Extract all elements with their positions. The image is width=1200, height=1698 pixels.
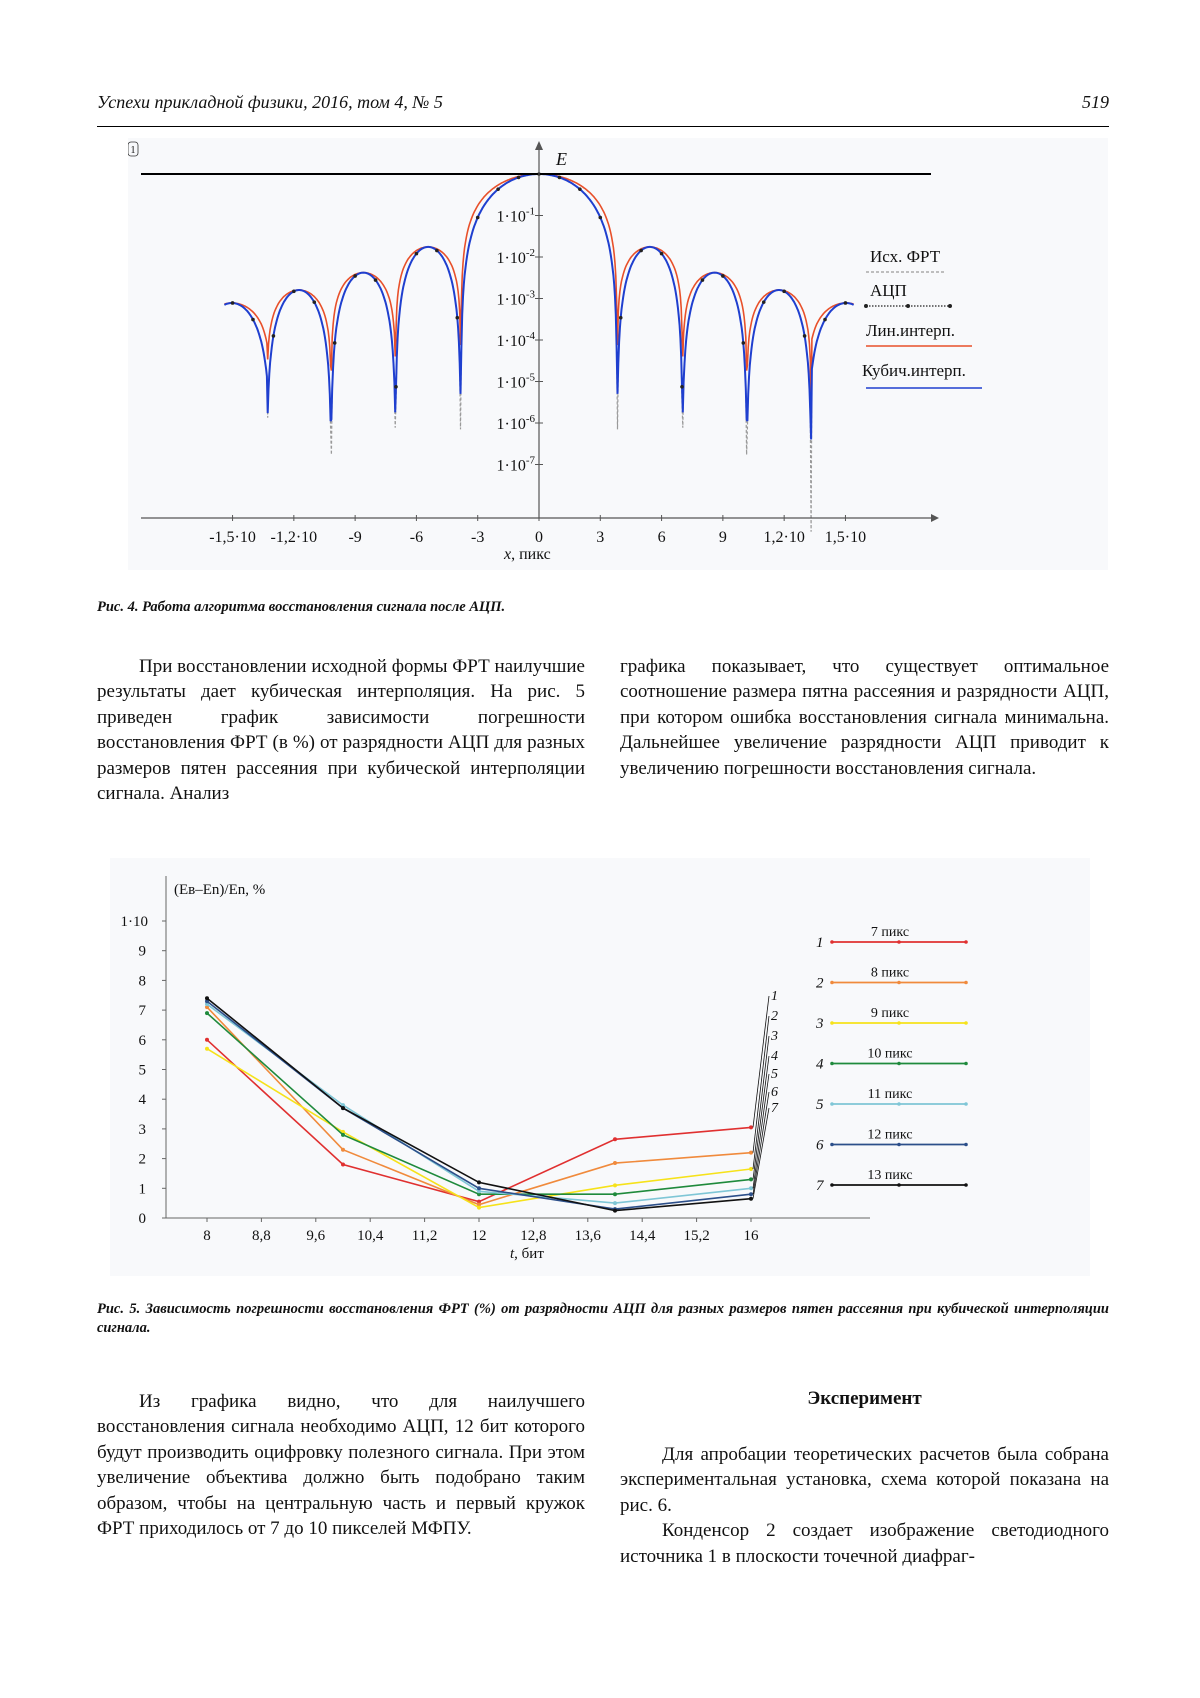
fig4-x-tick-label: -9 bbox=[348, 529, 362, 546]
fig5-legend-label: 8 пикс bbox=[870, 965, 910, 981]
fig5-legend-marker bbox=[964, 1143, 968, 1147]
paragraph-3-right: Для апробации теоретических расчетов была собрана экспериментальная установка, схема которой показана на рис. 6. Конденсор 2 создает изображение светодиодного источника 1 в плоскости точечной диафраг- bbox=[620, 1444, 1109, 1567]
fig4-adc-point bbox=[517, 176, 521, 180]
fig4-adc-point bbox=[639, 249, 643, 253]
figure-4-psf-chart bbox=[128, 138, 1108, 570]
fig4-adc-point bbox=[435, 249, 439, 253]
fig4-y-tick-label: $1\cdot 10^{-6}$ bbox=[496, 413, 535, 433]
fig5-y-tick-label: 9 bbox=[138, 943, 146, 960]
fig5-legend-marker bbox=[897, 1021, 901, 1025]
fig5-x-tick-label: 12 bbox=[471, 1228, 487, 1244]
fig5-y-tick-label: 5 bbox=[138, 1062, 146, 1079]
section-title-experiment: Эксперимент bbox=[807, 1388, 922, 1409]
fig5-curve-number: 2 bbox=[771, 1009, 778, 1024]
fig5-y-tick-label: 2 bbox=[138, 1151, 146, 1168]
figure-5-error-chart bbox=[110, 858, 1090, 1276]
fig5-legend-marker bbox=[897, 1062, 901, 1066]
legend-label-adc: АЦП bbox=[870, 281, 907, 300]
fig4-adc-point bbox=[578, 187, 582, 191]
fig5-x-label: t, бит bbox=[510, 1246, 544, 1262]
legend-label-cubic: Кубич.интерп. bbox=[862, 361, 966, 380]
fig5-legend-marker bbox=[897, 981, 901, 985]
fig4-x-tick-label: 6 bbox=[657, 529, 666, 546]
fig4-adc-point bbox=[742, 341, 746, 345]
fig5-y-tick-label: 1 bbox=[138, 1181, 146, 1198]
fig4-adc-point bbox=[251, 318, 255, 322]
fig5-data-point bbox=[613, 1137, 617, 1141]
fig5-legend-marker bbox=[964, 1102, 968, 1106]
fig5-legend-marker bbox=[830, 1062, 834, 1066]
fig4-adc-point bbox=[680, 385, 684, 389]
fig4-adc-point bbox=[292, 290, 296, 294]
fig5-legend-marker bbox=[830, 1021, 834, 1025]
fig4-adc-point bbox=[312, 300, 316, 304]
fig5-data-point bbox=[341, 1148, 345, 1152]
fig5-legend-marker bbox=[830, 1183, 834, 1187]
fig5-data-point bbox=[205, 1011, 209, 1015]
fig5-data-point bbox=[205, 1047, 209, 1051]
fig5-background bbox=[110, 858, 1090, 1276]
paragraph-2-left: Из графика видно, что для наилучшего восстановления сигнала необходимо АЦП, 12 бит которого будут производить оцифровку полезного сигнала. При этом увеличение объектива должно быть подобрано таким образом, чтобы на центральную часть и первый кружок ФРТ приходилось от 7 до 10 пикселей МФПУ. bbox=[97, 1391, 585, 1540]
page-number: 519 bbox=[1082, 92, 1109, 112]
fig5-legend-marker bbox=[897, 1102, 901, 1106]
fig4-adc-point bbox=[496, 187, 500, 191]
fig4-adc-point bbox=[721, 274, 725, 278]
legend-marker-adc-3 bbox=[948, 304, 952, 308]
legend-marker-adc-2 bbox=[906, 304, 910, 308]
fig4-y-tick-label: $1\cdot 10^{-5}$ bbox=[496, 371, 535, 392]
fig5-data-point bbox=[613, 1183, 617, 1187]
fig5-x-tick-label: 11,2 bbox=[411, 1228, 438, 1244]
fig5-y-tick-label: 8 bbox=[138, 973, 146, 990]
fig4-corner-mark: 1 bbox=[130, 145, 136, 156]
fig4-adc-point bbox=[660, 252, 664, 256]
fig4-adc-point bbox=[558, 176, 562, 180]
fig5-legend-marker bbox=[964, 1062, 968, 1066]
legend-marker-adc-1 bbox=[864, 304, 868, 308]
fig5-data-point bbox=[477, 1186, 481, 1190]
fig4-x-tick-label: -1,5·10 bbox=[209, 529, 256, 546]
fig5-legend-marker bbox=[830, 981, 834, 985]
fig5-legend-marker bbox=[897, 1143, 901, 1147]
fig5-x-tick-label: 14,4 bbox=[629, 1228, 656, 1244]
fig5-data-point bbox=[749, 1125, 753, 1129]
fig4-adc-point bbox=[598, 216, 602, 220]
fig4-adc-point bbox=[272, 334, 276, 338]
fig5-legend-label: 7 пикс bbox=[870, 925, 910, 940]
fig5-legend-number: 4 bbox=[816, 1056, 824, 1073]
fig4-x-tick-label: -3 bbox=[471, 529, 485, 546]
fig4-x-tick-label: 1,5·10 bbox=[824, 529, 867, 546]
fig4-adc-point bbox=[803, 334, 807, 338]
fig4-x-label: x, пикс bbox=[504, 546, 551, 563]
running-header bbox=[97, 92, 1109, 127]
fig5-legend-marker bbox=[964, 1183, 968, 1187]
fig5-y-tick-label: 4 bbox=[138, 1092, 146, 1109]
fig5-data-point bbox=[341, 1163, 345, 1167]
fig4-x-tick-label: 9 bbox=[718, 529, 727, 546]
fig4-adc-point bbox=[374, 278, 378, 282]
fig5-legend-number: 3 bbox=[816, 1016, 824, 1032]
fig5-legend-marker bbox=[964, 981, 968, 985]
fig5-data-point bbox=[477, 1206, 481, 1210]
fig5-legend-number: 6 bbox=[816, 1137, 824, 1154]
fig4-x-tick-label: 1,2·10 bbox=[763, 529, 805, 546]
fig5-legend-marker bbox=[830, 1102, 834, 1106]
fig5-x-tick-label: 13,6 bbox=[574, 1228, 601, 1244]
fig5-x-tick-label: 9,6 bbox=[306, 1228, 326, 1244]
fig5-y-tick-label: 7 bbox=[138, 1003, 146, 1020]
fig5-data-point bbox=[613, 1192, 617, 1196]
journal-title: Успехи прикладной физики, 2016, том 4, № 5 bbox=[97, 92, 443, 112]
fig5-x-tick-label: 8 bbox=[203, 1228, 211, 1244]
fig5-data-point bbox=[749, 1197, 753, 1201]
fig5-legend-number: 1 bbox=[816, 935, 824, 951]
fig5-curve-number: 7 bbox=[771, 1101, 778, 1116]
fig5-x-tick-label: 15,2 bbox=[683, 1228, 710, 1244]
fig5-data-point bbox=[341, 1133, 345, 1137]
fig4-y-tick-label: $1\cdot 10^{-3}$ bbox=[496, 288, 535, 309]
fig5-x-tick-label: 8,8 bbox=[252, 1228, 271, 1244]
fig4-adc-point bbox=[415, 252, 419, 256]
fig5-legend-number: 2 bbox=[816, 975, 824, 992]
fig5-data-point bbox=[749, 1192, 753, 1196]
fig5-legend-label: 10 пикс bbox=[867, 1046, 913, 1062]
fig5-legend-label: 9 пикс bbox=[870, 1006, 910, 1021]
fig5-data-point bbox=[749, 1186, 753, 1190]
paragraph-1-right: графика показывает, что существует оптимальное соотношение размера пятна рассеяния и разрядности АЦП, при котором ошибка восстановления сигнала минимальна. Дальнейшее увеличение разрядности АЦП приводит к увеличению погрешности восстановления сигнала. bbox=[620, 656, 1109, 779]
fig4-adc-point bbox=[455, 316, 459, 320]
fig5-curve-number: 3 bbox=[771, 1029, 778, 1044]
fig5-data-point bbox=[749, 1177, 753, 1181]
fig4-adc-point bbox=[762, 300, 766, 304]
fig4-adc-point bbox=[231, 301, 235, 305]
fig4-y-label: E bbox=[556, 149, 567, 169]
fig5-curve-number: 5 bbox=[771, 1067, 778, 1082]
fig4-x-tick-label: -6 bbox=[409, 529, 424, 546]
fig4-x-tick-label: 0 bbox=[535, 529, 543, 546]
fig5-data-point bbox=[749, 1167, 753, 1171]
fig5-legend-number: 5 bbox=[816, 1097, 824, 1113]
fig5-y-tick-label: 6 bbox=[138, 1032, 146, 1049]
fig5-x-tick-label: 12,8 bbox=[520, 1228, 547, 1244]
fig5-legend-marker bbox=[830, 940, 834, 944]
fig5-y-tick-label: 0 bbox=[138, 1211, 146, 1227]
fig4-adc-point bbox=[823, 318, 827, 322]
fig5-data-point bbox=[205, 996, 209, 1000]
fig5-curve-number: 1 bbox=[771, 989, 778, 1004]
fig5-curve-number: 4 bbox=[771, 1049, 778, 1064]
fig4-adc-point bbox=[844, 301, 848, 305]
fig4-adc-point bbox=[333, 341, 337, 345]
fig4-adc-point bbox=[394, 385, 398, 389]
legend-label-linear: Лин.интерп. bbox=[866, 321, 955, 340]
fig5-legend-marker bbox=[830, 1143, 834, 1147]
fig5-legend-marker bbox=[964, 1021, 968, 1025]
fig5-x-tick-label: 16 bbox=[743, 1228, 759, 1244]
fig5-y-tick-label: 3 bbox=[138, 1121, 146, 1138]
fig5-legend-marker bbox=[897, 1183, 901, 1187]
fig5-data-point bbox=[205, 1038, 209, 1042]
fig4-y-tick-label: $1\cdot 10^{-4}$ bbox=[496, 330, 535, 350]
fig5-data-point bbox=[341, 1106, 345, 1110]
fig4-x-tick-label: 3 bbox=[596, 529, 605, 546]
fig5-y-label: (Eв–En)/En, % bbox=[174, 882, 266, 898]
fig4-x-tick-label: -1,2·10 bbox=[270, 529, 318, 546]
fig4-y-tick-label: $1\cdot 10^{-1}$ bbox=[496, 205, 535, 226]
fig5-x-tick-label: 10,4 bbox=[357, 1228, 384, 1244]
fig5-data-point bbox=[613, 1161, 617, 1165]
fig5-data-point bbox=[749, 1151, 753, 1155]
fig4-adc-point bbox=[619, 316, 623, 320]
legend-label-source: Исх. ФРТ bbox=[870, 247, 941, 266]
fig5-legend-marker bbox=[964, 940, 968, 944]
fig4-adc-point bbox=[782, 290, 786, 294]
fig5-data-point bbox=[477, 1180, 481, 1184]
figure-4-caption: Рис. 4. Работа алгоритма восстановления сигнала после АЦП. bbox=[97, 599, 506, 615]
fig5-legend-number: 7 bbox=[816, 1178, 824, 1194]
fig5-legend-label: 13 пикс bbox=[867, 1168, 913, 1183]
fig5-legend-marker bbox=[897, 940, 901, 944]
fig4-y-tick-label: $1\cdot 10^{-2}$ bbox=[496, 247, 535, 267]
fig5-legend-label: 11 пикс bbox=[867, 1087, 913, 1102]
figure-5-caption: Рис. 5. Зависимость погрешности восстановления ФРТ (%) от разрядности АЦП для разных размеров пятен рассеяния при кубической интерполяции сигнала. bbox=[97, 1301, 1109, 1336]
fig5-y-tick-label: 1·10 bbox=[120, 914, 148, 930]
fig4-adc-point bbox=[701, 278, 705, 282]
fig4-y-tick-label: $1\cdot 10^{-7}$ bbox=[496, 454, 535, 475]
fig5-curve-number: 6 bbox=[771, 1085, 778, 1100]
fig4-adc-point bbox=[353, 274, 357, 278]
paragraph-1-left: При восстановлении исходной формы ФРТ наилучшие результаты дает кубическая интерполяция. На рис. 5 приведен график зависимости погрешности восстановления ФРТ (в %) от разрядности АЦП для разных размеров пятен рассеяния при кубической интерполяции сигнала. Анализ bbox=[97, 656, 585, 805]
fig5-data-point bbox=[613, 1209, 617, 1213]
fig5-legend-label: 12 пикс bbox=[867, 1127, 913, 1143]
fig4-adc-point bbox=[476, 216, 480, 220]
fig5-data-point bbox=[613, 1201, 617, 1205]
